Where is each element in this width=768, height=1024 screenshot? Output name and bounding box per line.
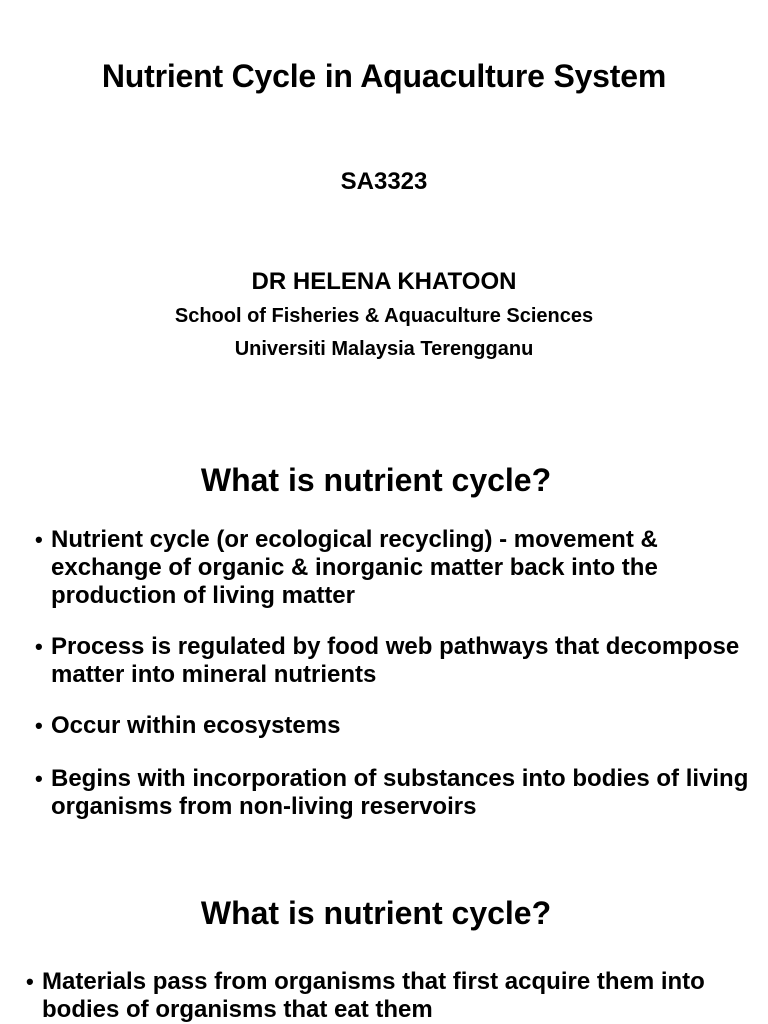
list-item <box>0 968 752 1024</box>
list-item <box>0 712 751 740</box>
bullet-text: Nutrient cycle (or ecological recycling) - movement & exchange of organic & inorganic matter back into the production of living matter <box>51 526 658 609</box>
bullet-icon: • <box>35 766 43 791</box>
slide-heading: What is nutrient cycle? <box>200 895 552 931</box>
slide-heading: What is nutrient cycle? <box>200 462 552 498</box>
list-item <box>0 765 751 821</box>
bullet-icon: • <box>35 527 43 552</box>
affiliation-university: Universiti Malaysia Terengganu <box>234 338 534 360</box>
bullet-icon: • <box>35 634 43 659</box>
bullet-text: Materials pass from organisms that first acquire them into bodies of organisms that eat them <box>42 968 705 1023</box>
course-code: SA3323 <box>340 168 428 195</box>
affiliation-school: School of Fisheries & Aquaculture Sciences <box>174 305 594 327</box>
bullet-text: Process is regulated by food web pathways that decompose matter into mineral nutrients <box>51 633 740 688</box>
page-title: Nutrient Cycle in Aquaculture System <box>101 58 667 94</box>
bullet-text: Occur within ecosystems <box>51 712 341 739</box>
bullet-icon: • <box>26 969 34 994</box>
list-item <box>0 526 751 610</box>
bullet-text: Begins with incorporation of substances into bodies of living organisms from non-living reservoirs <box>51 765 749 820</box>
bullet-icon: • <box>35 713 43 738</box>
author-name: DR HELENA KHATOON <box>251 268 517 295</box>
list-item <box>0 633 751 689</box>
